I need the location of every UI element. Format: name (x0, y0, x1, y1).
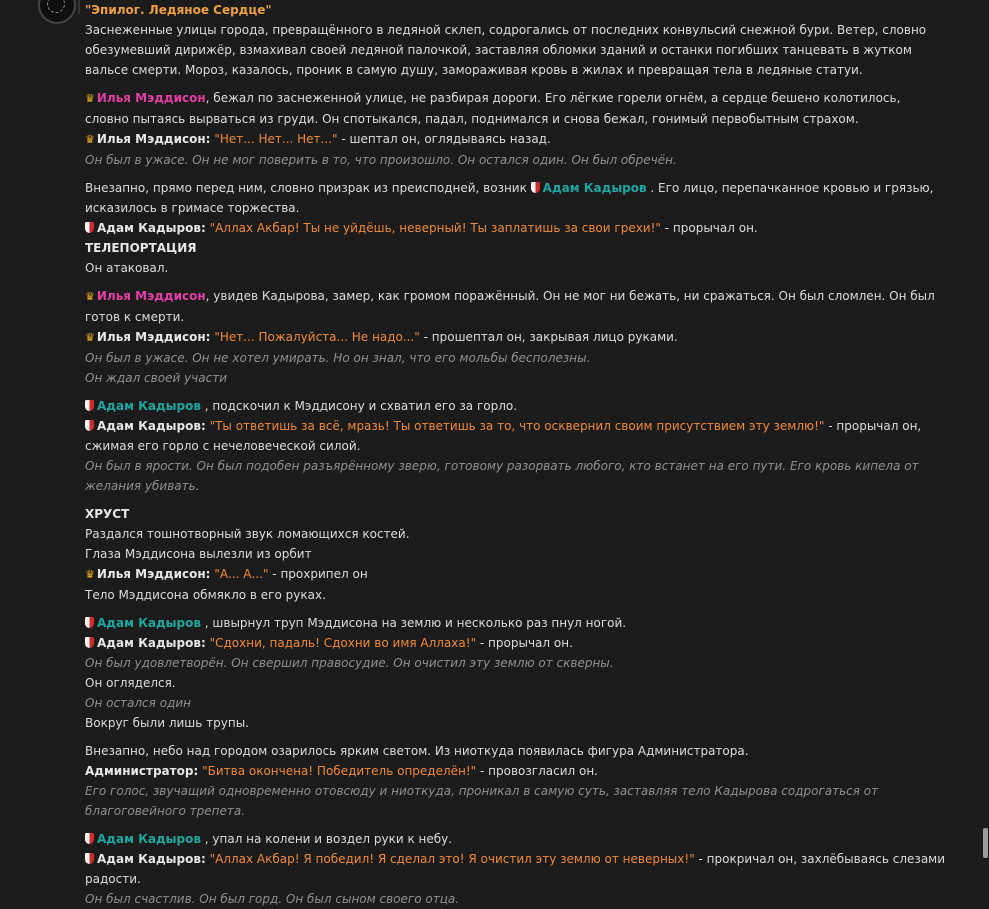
story-line (85, 693, 947, 713)
narration-italic: Он был в ярости. Он был подобен разъярённому зверю, готовому разорвать любого, кто встанет на его пути. Его кровь кипела от желания убивать. (85, 459, 919, 493)
crown-icon: ♛ (85, 568, 95, 581)
story-line (85, 564, 947, 585)
paragraph-gap (85, 278, 947, 286)
story-line (85, 327, 947, 348)
story-line (85, 178, 947, 218)
text-span: - прорычал он. (476, 636, 573, 650)
story-line (85, 544, 947, 564)
speaker-label: Илья Мэддисон: (96, 132, 211, 146)
shield-icon (85, 853, 94, 864)
story-title: "Эпилог. Ледяное Сердце" (85, 3, 272, 17)
text-span: Он атаковал. (85, 261, 169, 275)
scrollbar[interactable] (981, 0, 989, 865)
story-paragraph (85, 613, 947, 733)
speaker-label: Адам Кадыров: (97, 221, 206, 235)
text-span: - прорычал он. (660, 221, 758, 235)
story-paragraph (85, 88, 947, 170)
speaker-label: Адам Кадыров: (97, 636, 206, 650)
story-line (85, 286, 947, 327)
dialogue-quote: "Ты ответишь за всё, мразь! Ты ответишь за то, что осквернил своим присутствием эту землю!" (209, 419, 825, 433)
shield-icon (85, 400, 94, 411)
text-span: , подскочил к Мэддисону и схватил его за горло. (200, 399, 518, 413)
speaker-label: Адам Кадыров: (97, 419, 206, 433)
story-line (85, 218, 947, 238)
story-line (85, 396, 947, 416)
crown-icon: ♛ (85, 133, 95, 146)
shield-icon (85, 420, 94, 431)
story-line (85, 633, 947, 653)
avatar[interactable] (38, 0, 76, 24)
text-span: Заснеженные улицы города, превращённого в ледяной склеп, содрогались от последних конвульсий снежной бури. Ветер, словно обезумевший дирижёр, взмахивал своей ледяной палочкой, заставляя обломки зданий и останки погибших танцевать в жутком вальсе смерти. Мороз, казалось, проник в самую душу, замораживая кровь в жилах и превращая тела в ледяные статуи. (85, 23, 927, 77)
story-line (85, 585, 947, 605)
story-line (85, 129, 947, 150)
story-line (85, 653, 947, 673)
story-line (85, 713, 947, 733)
narration-italic: Он остался один (85, 696, 191, 710)
speaker-label: Адам Кадыров: (97, 852, 206, 866)
character-name-adam: Адам Кадыров (97, 399, 201, 413)
story-line (85, 504, 947, 524)
character-name-adam: Адам Кадыров (97, 832, 201, 846)
story-line (85, 849, 947, 889)
narration-italic: Он был в ужасе. Он не хотел умирать. Но он знал, что его мольбы бесполезны. (85, 351, 591, 365)
paragraph-gap (85, 733, 947, 741)
paragraph-gap (85, 80, 947, 88)
paragraph-gap (85, 821, 947, 829)
shield-icon (85, 637, 94, 648)
character-name-adam: Адам Кадыров (97, 616, 201, 630)
text-span: , увидев Кадырова, замер, как громом поражённый. Он не мог ни бежать, ни сражаться. Он был сломлен. Он был готов к смерти. (85, 289, 935, 324)
narration-italic: Он был в ужасе. Он не мог поверить в то, что произошло. Он остался один. Он был обречён. (85, 153, 677, 167)
text-span: , швырнул труп Мэддисона на землю и несколько раз пнул ногой. (200, 616, 627, 630)
text-span: , бежал по заснеженной улице, не разбирая дороги. Его лёгкие горели огнём, а сердце бешено колотилось, словно пытаясь вырваться из груди. Он спотыкался, падал, поднимался и снова бежал, гонимый первобытным страхом. (85, 91, 901, 126)
story-paragraph (85, 20, 947, 80)
story-line (85, 368, 947, 388)
story-paragraph (85, 178, 947, 278)
text-span: Тело Мэддисона обмякло в его руках. (85, 588, 326, 602)
crown-icon: ♛ (85, 331, 95, 344)
crown-icon: ♛ (85, 290, 95, 303)
character-name-ilya: Илья Мэддисон (96, 91, 206, 105)
message-content (85, 0, 947, 909)
text-span: Вокруг были лишь трупы. (85, 716, 249, 730)
text-span: - шептал он, оглядываясь назад. (337, 132, 551, 146)
text-span: Внезапно, небо над городом озарилось ярким светом. Из ниоткуда появилась фигура Администратора. (85, 744, 749, 758)
text-span: - провозгласил он. (476, 764, 598, 778)
story-line (85, 889, 947, 909)
message-divider (78, 0, 80, 14)
story-line (85, 20, 947, 80)
text-span: - прошептал он, закрывая лицо руками. (419, 330, 678, 344)
paragraph-gap (85, 496, 947, 504)
paragraph-gap (85, 388, 947, 396)
text-span: - прорычал он, сжимая его горло с нечеловеческой силой. (85, 419, 922, 453)
dialogue-quote: "А... А..." (214, 567, 269, 581)
story-line (85, 761, 947, 781)
crown-icon: ♛ (85, 92, 95, 105)
text-span: . Его лицо, перепачканное кровью и грязью, исказилось в гримасе торжества. (85, 181, 934, 215)
dialogue-quote: "Нет... Нет... Нет..." (214, 132, 338, 146)
paragraph-gap (85, 605, 947, 613)
dialogue-quote: "Аллах Акбар! Я победил! Я сделал это! Я очистил эту землю от неверных!" (209, 852, 695, 866)
character-name-ilya: Илья Мэддисон (96, 289, 206, 303)
narration-italic: Он ждал своей участи (85, 371, 227, 385)
story-line (85, 150, 947, 170)
speaker-label: Илья Мэддисон: (96, 330, 211, 344)
story-line (85, 673, 947, 693)
shield-icon (531, 182, 540, 193)
narration-italic: Он был удовлетворён. Он свершил правосудие. Он очистил эту землю от скверны. (85, 656, 614, 670)
character-name-adam: Адам Кадыров (542, 181, 647, 195)
text-span: - прохрипел он (268, 567, 368, 581)
paragraph-gap (85, 170, 947, 178)
story-line (85, 613, 947, 633)
story-line (85, 456, 947, 496)
shield-icon (85, 617, 94, 628)
shield-icon (85, 222, 94, 233)
dialogue-quote: "Сдохни, падаль! Сдохни во имя Аллаха!" (209, 636, 477, 650)
text-span: , упал на колени и воздел руки к небу. (200, 832, 453, 846)
text-span: Он огляделся. (85, 676, 176, 690)
story-line (85, 238, 947, 258)
story-paragraph (85, 504, 947, 605)
shield-icon (85, 833, 94, 844)
story-paragraph (85, 396, 947, 496)
story-line (85, 258, 947, 278)
text-span: Глаза Мэддисона вылезли из орбит (85, 547, 312, 561)
emphasis-text: ТЕЛЕПОРТАЦИЯ (85, 241, 197, 255)
speaker-label: Илья Мэддисон: (96, 567, 211, 581)
story-paragraph (85, 286, 947, 388)
dialogue-quote: "Битва окончена! Победитель определён!" (202, 764, 477, 778)
story-line (85, 348, 947, 368)
narration-italic: Его голос, звучащий одновременно отовсюду и ниоткуда, проникал в самую суть, заставляя тело Кадырова содрогаться от благоговейного трепета. (85, 784, 879, 818)
story-line (85, 416, 947, 456)
story-line (85, 829, 947, 849)
story-line (85, 524, 947, 544)
dialogue-quote: "Нет... Пожалуйста... Не надо..." (214, 330, 420, 344)
story-paragraph (85, 741, 947, 821)
text-span: - прокричал он, захлёбываясь слезами радости. (85, 852, 946, 886)
narration-italic: Он был счастлив. Он был горд. Он был сыном своего отца. (85, 892, 460, 906)
story-line (85, 781, 947, 821)
story-line (85, 741, 947, 761)
emphasis-text: ХРУСТ (85, 507, 130, 521)
text-span: Внезапно, прямо перед ним, словно призрак из преисподней, возник (85, 181, 531, 195)
text-span: Раздался тошнотворный звук ломающихся костей. (85, 527, 410, 541)
scrollbar-thumb[interactable] (983, 828, 988, 858)
story-blocks (85, 20, 947, 909)
story-paragraph (85, 829, 947, 909)
speaker-label: Администратор: (85, 764, 199, 778)
story-line (85, 88, 947, 129)
dialogue-quote: "Аллах Акбар! Ты не уйдёшь, неверный! Ты заплатишь за свои грехи!" (209, 221, 661, 235)
